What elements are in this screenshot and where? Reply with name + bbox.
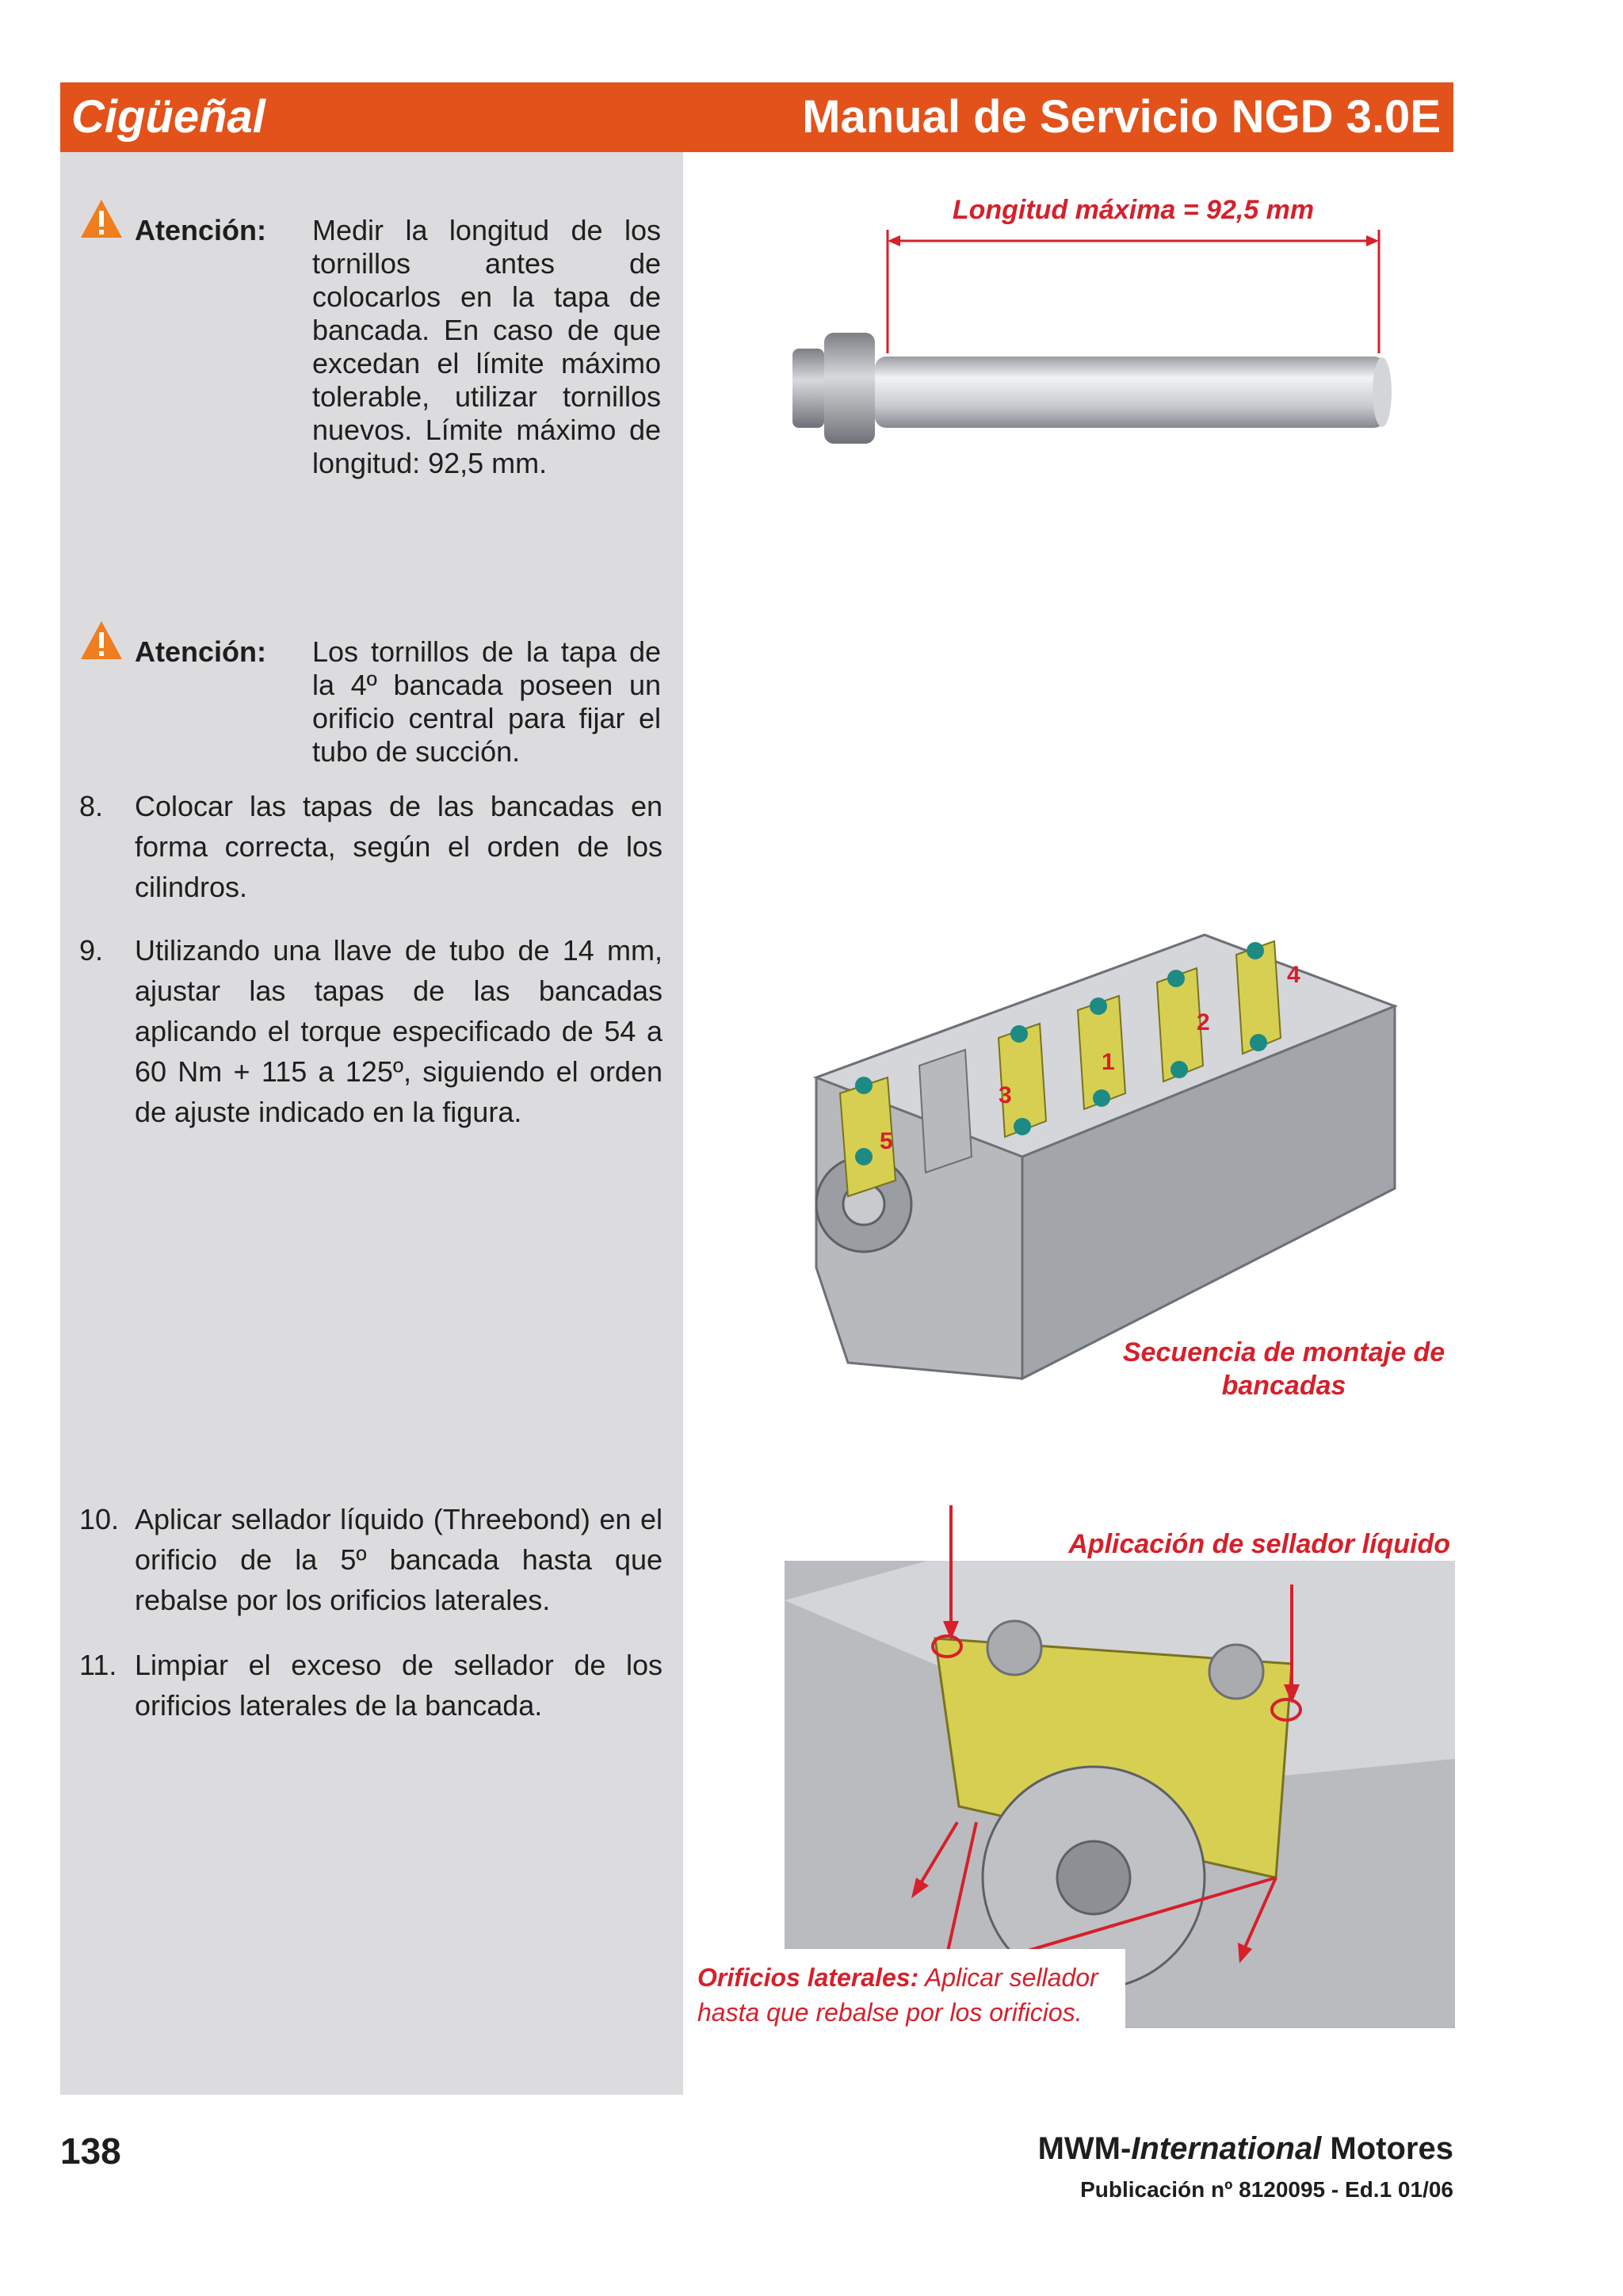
warning-icon <box>79 620 124 661</box>
sequence-caption-line1: Secuencia de montaje de <box>1122 1337 1445 1367</box>
publication-info: Publicación nº 8120095 - Ed.1 01/06 <box>1080 2177 1453 2202</box>
bearing-label-1: 1 <box>1102 1049 1115 1075</box>
bearing-label-2: 2 <box>1197 1009 1210 1035</box>
lateral-holes-text: Aplicar sellador <box>918 1963 1098 1992</box>
sequence-caption-line2: bancadas <box>1221 1371 1346 1401</box>
step-text: Aplicar sellador líquido (Threebond) en el orificio de la 5º bancada hasta que rebalse por los orificios laterales. <box>135 1503 663 1616</box>
step-text: Colocar las tapas de las bancadas en forma correcta, según el orden de los cilindros. <box>135 790 663 903</box>
brand-italic: International <box>1131 2131 1322 2166</box>
bolt-length-caption: Longitud máxima = 92,5 mm <box>952 195 1315 225</box>
section-title: Cigüeñal <box>71 91 265 143</box>
brand-suffix: Motores <box>1321 2131 1453 2166</box>
bolt-illustration <box>761 214 1411 483</box>
attention-label: Atención: <box>135 214 266 246</box>
step-number: 9. <box>79 934 104 967</box>
footer-brand <box>1038 2131 1453 2167</box>
page-header <box>60 82 1453 152</box>
lateral-holes-caption-line1 <box>697 1960 1125 1995</box>
step-text: Limpiar el exceso de sellador de los orificios laterales de la bancada. <box>135 1649 663 1722</box>
step-number: 11. <box>79 1649 117 1681</box>
sealant-application-illustration <box>769 1505 1455 2036</box>
step-number: 10. <box>79 1503 120 1535</box>
brand-prefix: MWM- <box>1037 2131 1132 2166</box>
sequence-caption <box>1109 1336 1458 1402</box>
lateral-holes-caption-line2: hasta que rebalse por los orificios. <box>697 1998 1083 2027</box>
bearing-label-4: 4 <box>1287 962 1300 988</box>
sealant-caption: Aplicación de sellador líquido <box>1068 1529 1450 1559</box>
step-text: Utilizando una llave de tubo de 14 mm, ajustar las tapas de las bancadas aplicando el torque especificado de 54 a 60 Nm + 115 a 125º, siguiendo el orden de ajuste indicado en la figura. <box>135 934 663 1128</box>
attention-text: Medir la longitud de los tornillos antes de colocarlos en la tapa de bancada. En caso de que excedan el límite máximo tolerable, utilizar tornillos nuevos. Límite máximo de longitud: 92,5 mm. <box>312 214 661 479</box>
lateral-holes-label: Orificios laterales: <box>697 1963 919 1992</box>
warning-icon <box>79 198 124 239</box>
attention-label: Atención: <box>135 635 266 668</box>
bearing-label-3: 3 <box>999 1082 1012 1108</box>
page-number: 138 <box>60 2130 121 2172</box>
step-number: 8. <box>79 790 104 822</box>
bearing-label-5: 5 <box>880 1128 893 1154</box>
attention-text: Los tornillos de la tapa de la 4º bancada poseen un orificio central para fijar el tubo de succión. <box>312 635 661 768</box>
lateral-holes-caption <box>697 1960 1125 2030</box>
manual-title: Manual de Servicio NGD 3.0E <box>802 91 1441 143</box>
